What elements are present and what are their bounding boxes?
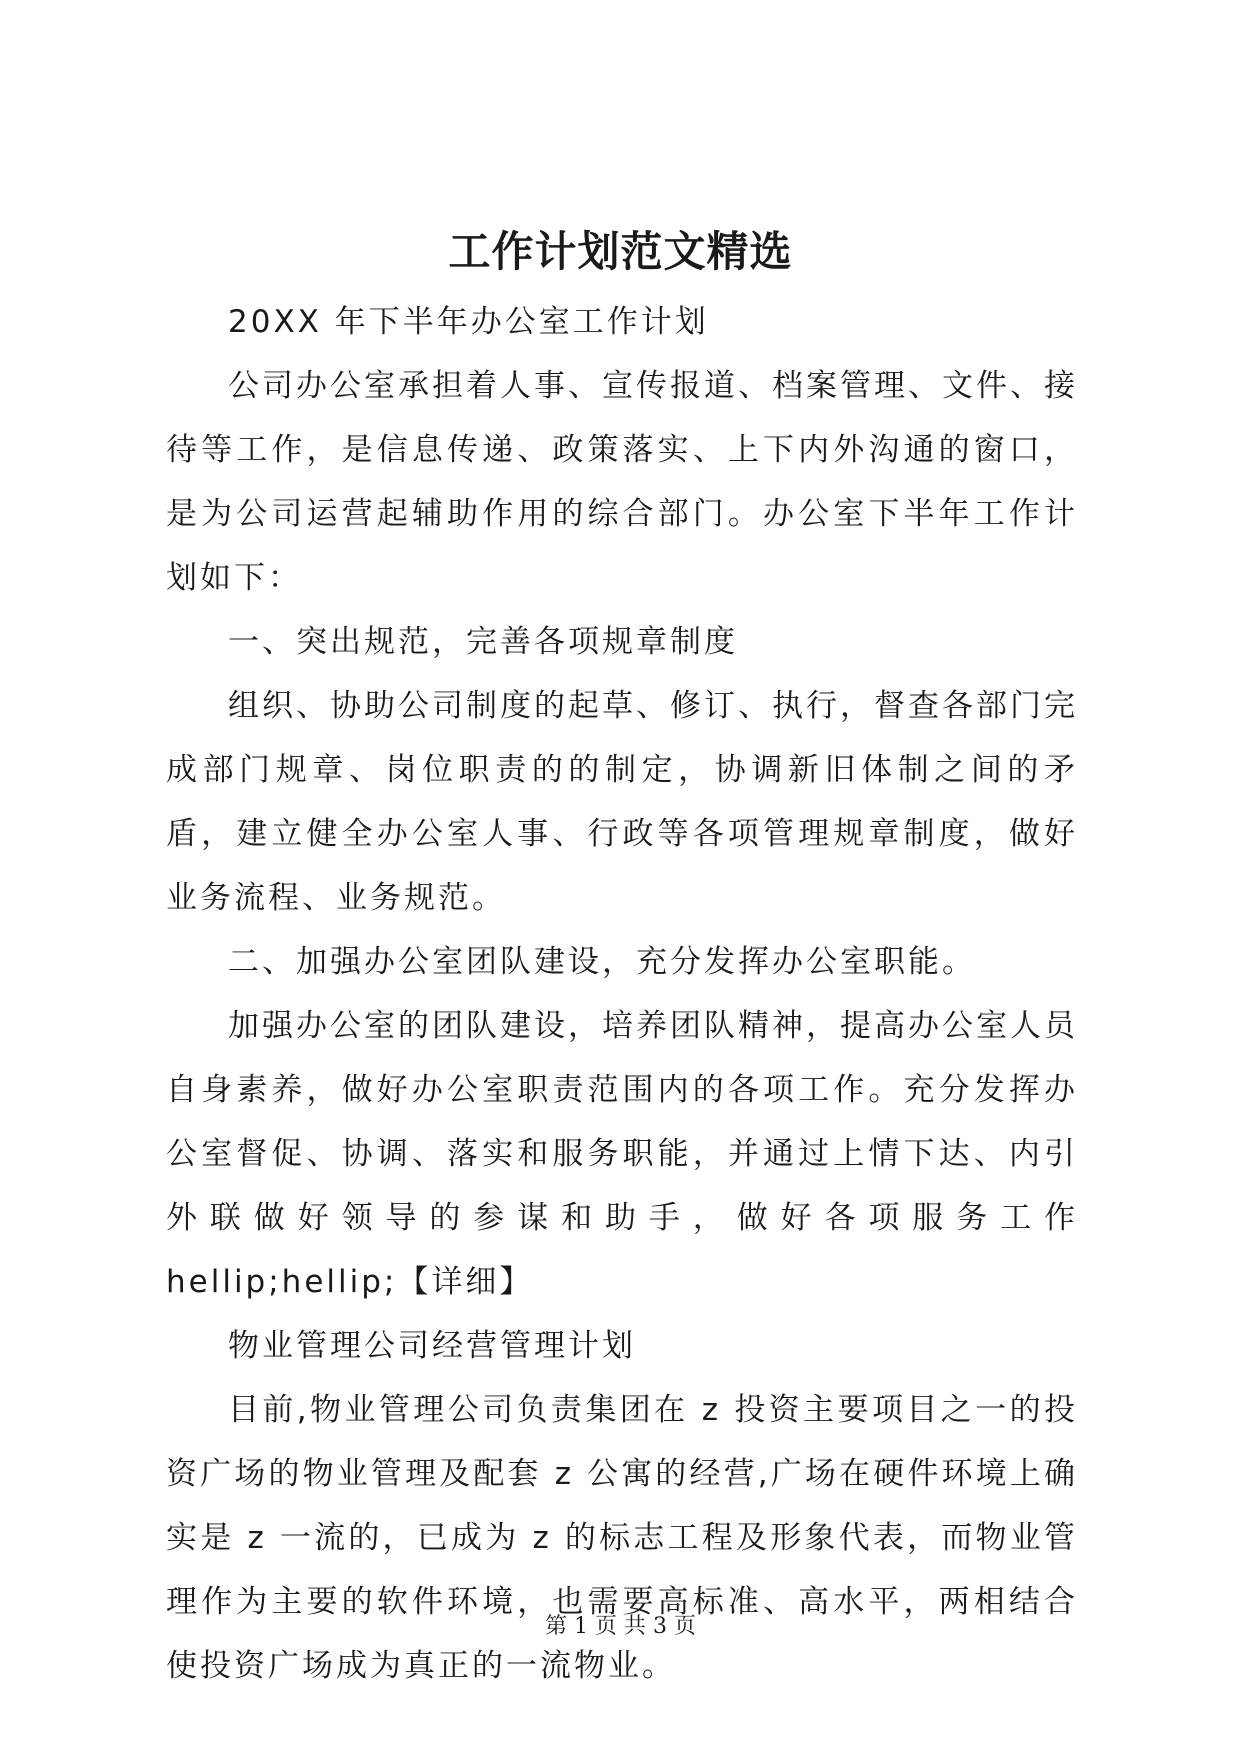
paragraph-office-intro: 公司办公室承担着人事、宣传报道、档案管理、文件、接待等工作，是信息传递、政策落实、上下内外沟通的窗口，是为公司运营起辅助作用的综合部门。办公室下半年工作计划如下： [166,368,1078,596]
paragraph-property-body: 目前,物业管理公司负责集团在 z 投资主要项目之一的投资广场的物业管理及配套 z 公寓的经营,广场在硬件环境上确实是 z 一流的，已成为 z 的标志工程及形象代表，而物业管理作为主要的软件环境，也需要高标准、高水平，两相结合使投资广场成为真正的一流物业。 [166,1392,1078,1684]
paragraph-plan-heading: 20XX 年下半年办公室工作计划 [228,304,709,340]
paragraph-section-two-heading: 二、加强办公室团队建设，充分发挥办公室职能。 [228,944,976,980]
paragraph-section-one-body: 组织、协助公司制度的起草、修订、执行，督查各部门完成部门规章、岗位职责的的制定，协调新旧体制之间的矛盾，建立健全办公室人事、行政等各项管理规章制度，做好业务流程、业务规范。 [166,688,1078,916]
paragraph-section-two-body: 加强办公室的团队建设，培养团队精神，提高办公室人员自身素养，做好办公室职责范围内的各项工作。充分发挥办公室督促、协调、落实和服务职能，并通过上情下达、内引外联做好领导的参谋和助手，做好各项服务工作 hellip;hellip;【详细】 [166,1008,1078,1300]
page-footer: 第 1 页 共 3 页 [545,1614,696,1639]
paragraph-section-one-heading: 一、突出规范，完善各项规章制度 [228,624,738,660]
paragraph-property-heading: 物业管理公司经营管理计划 [228,1328,636,1364]
document-title: 工作计划范文精选 [448,227,793,276]
document-body [166,290,1078,1698]
